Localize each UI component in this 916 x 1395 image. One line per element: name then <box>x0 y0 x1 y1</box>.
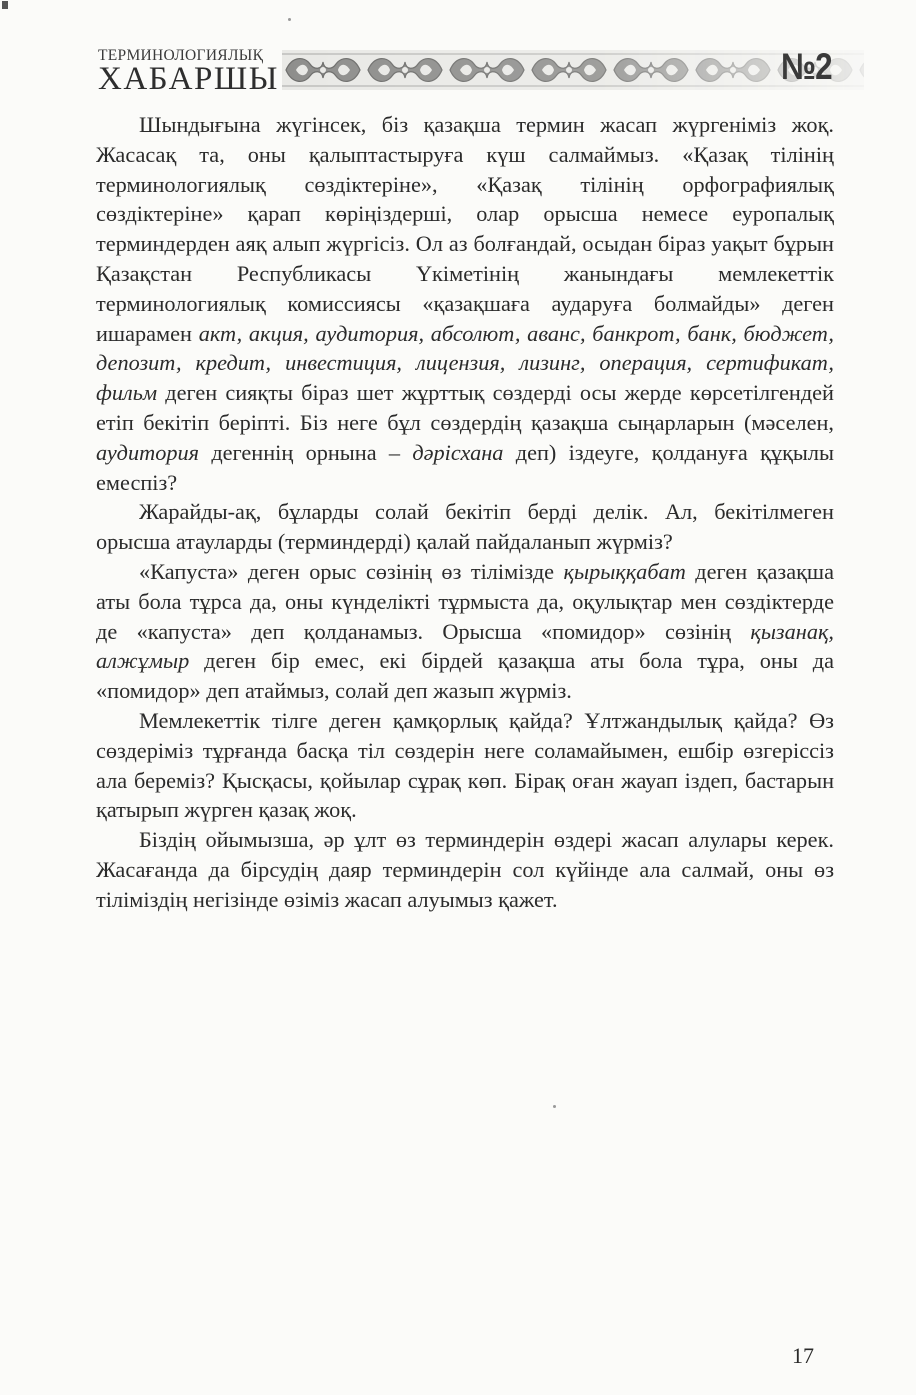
italic-term-list: акт, акция, аудитория, абсолют, аванс, банкрот, банк, бюджет, депозит, кредит, инвестиция, лицензия, лизинг, операция, сертификат, фильм <box>96 320 834 406</box>
paragraph <box>96 110 834 497</box>
italic-term: аудитория <box>96 439 200 465</box>
journal-title <box>98 47 279 97</box>
paragraph-text: Біздің ойымызша, әр ұлт өз терминдерін өздері жасап алулары керек. Жасағанда да бірсудің даяр терминдерін сол күйінде ала салмай, оны өз тіліміздің негізінде өзіміз жасап алуымыз қажет. <box>96 827 834 912</box>
journal-title-small: ТЕРМИНОЛОГИЯЛЫҚ <box>98 47 264 64</box>
paragraph-text: Мемлекеттік тілге деген қамқорлық қайда? Ұлтжандылық қайда? Өз сөздеріміз тұрғанда басқа тіл сөздерін неге соламайымен, ешбір өзгеріссіз ала береміз? Қысқасы, қойылар сұрақ көп. Бірақ оған жауап іздеп, бастарын қатырып жүрген қазақ жоқ. <box>96 707 834 823</box>
italic-term: қызанақ, алжұмыр <box>96 618 834 674</box>
italic-term: дәрісхана <box>412 439 504 465</box>
paragraph-text: дегеннің орнына – <box>199 439 413 465</box>
scan-mark <box>2 1 8 9</box>
paragraph-text: деген сияқты біраз шет жұрттық сөздерді осы жерде көрсетілгендей етіп бекітіп беріпті. Біз неге бұл сөздердің қазақша сыңарларын (мәселен, <box>96 380 834 435</box>
paragraph-text: деген бір емес, екі бірдей қазақша аты бола тұра, оны да «помидор» деп атаймыз, солай деп жазып жүрміз. <box>96 648 834 704</box>
paragraph <box>96 706 834 825</box>
paragraph-text: «Капуста» деген орыс сөзінің өз тілімізде <box>139 558 564 584</box>
paragraph-text: деген қазақша аты бола тұрса да, оны күнделікті тұрмыста да, оқулықтар мен сөздіктерде де «капуста» деп қолданамыз. Орысша «помидор» сөзінің <box>96 558 834 644</box>
paragraph <box>96 825 834 914</box>
journal-title-big: ХАБАРШЫ <box>98 61 279 97</box>
italic-term: қырыққабат <box>563 558 686 584</box>
page-header <box>98 46 834 97</box>
paragraph-text: деп) іздеуге, қолдануға құқылы емеспіз? <box>96 439 835 495</box>
page-number: 17 <box>792 1343 814 1368</box>
article-body <box>96 110 834 915</box>
issue-number: №2 <box>781 46 832 87</box>
paragraph-text: Жарайды-ақ, бұларды солай бекітіп берді делік. Ал, бекітілмеген орысша атауларды (терминдерді) қалай пайдаланып жүрміз? <box>96 499 834 555</box>
scan-speck <box>553 1105 556 1108</box>
paragraph-text: Шындығына жүгінсек, біз қазақша термин жасап жүргеніміз жоқ. Жасасақ та, оны қалыптастыруға күш салмаймыз. «Қазақ тілінің терминологиялық сөздіктеріне», «Қазақ тілінің орфографиялық сөздіктеріне» қарап көріңіздерші, олар орысша немесе еуропалық терминдерден аяқ алып жүргісіз. Ол аз болғандай, осыдан біраз уақыт бұрын Қазақстан Республикасы Үкіметінің жанындағы мемлекеттік терминологиялық комиссиясы «қазақшаға аударуға болмайды» деген ишарамен <box>96 112 834 346</box>
kazakh-ornament-band-icon <box>282 50 864 90</box>
paragraph <box>96 497 834 557</box>
scan-speck <box>288 18 291 21</box>
paragraph <box>96 557 834 706</box>
